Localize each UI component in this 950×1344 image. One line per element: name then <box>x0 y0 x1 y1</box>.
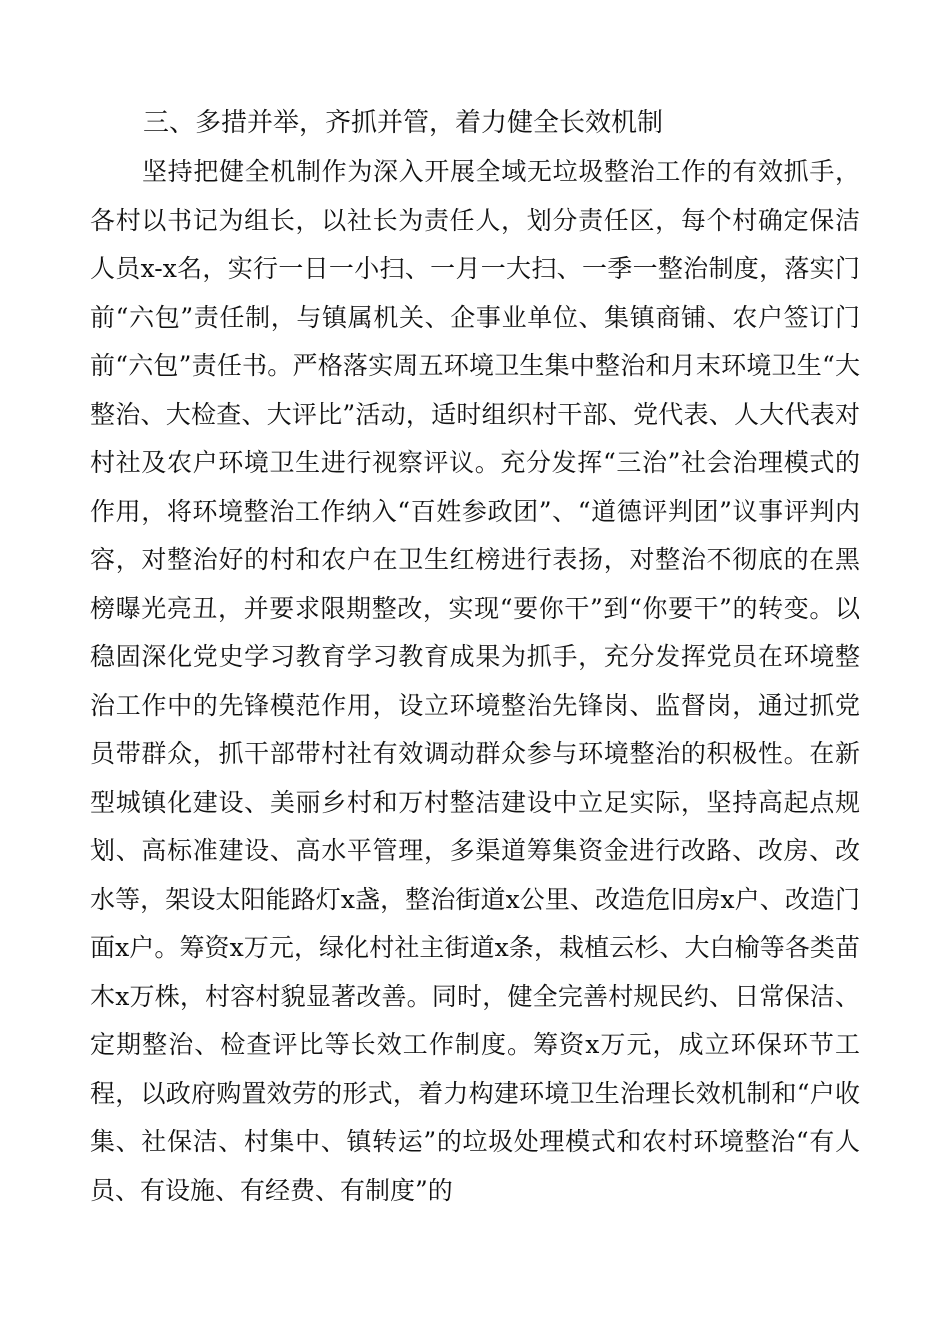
body-paragraph: 坚持把健全机制作为深入开展全域无垃圾整治工作的有效抓手，各村以书记为组长，以社长为责任人，划分责任区，每个村确定保洁人员x-x名，实行一日一小扫、一月一大扫、一季一整治制度，落实门前“六包”责任制，与镇属机关、企事业单位、集镇商铺、农户签订门前“六包”责任书。严格落实周五环境卫生集中整治和月末环境卫生“大整治、大检查、大评比”活动，适时组织村干部、党代表、人大代表对村社及农户环境卫生进行视察评议。充分发挥“三治”社会治理模式的作用，将环境整治工作纳入“百姓参政团”、“道德评判团”议事评判内容，对整治好的村和农户在卫生红榜进行表扬，对整治不彻底的在黑榜曝光亮丑，并要求限期整改，实现“要你干”到“你要干”的转变。以稳固深化党史学习教育学习教育成果为抓手，充分发挥党员在环境整治工作中的先锋模范作用，设立环境整治先锋岗、监督岗，通过抓党员带群众，抓干部带村社有效调动群众参与环境整治的积极性。在新型城镇化建设、美丽乡村和万村整洁建设中立足实际，坚持高起点规划、高标准建设、高水平管理，多渠道筹集资金进行改路、改房、改水等，架设太阳能路灯x盏，整治街道x公里、改造危旧房x户、改造门面x户。筹资x万元，绿化村社主街道x条，栽植云杉、大白榆等各类苗木x万株，村容村貌显著改善。同时，健全完善村规民约、日常保洁、定期整治、检查评比等长效工作制度。筹资x万元，成立环保环节工程，以政府购置效劳的形式，着力构建环境卫生治理长效机制和“户收集、社保洁、村集中、镇转运”的垃圾处理模式和农村环境整治“有人员、有设施、有经费、有制度”的 <box>90 157 860 1205</box>
section-heading: 三、多措并举，齐抓并管，着力健全长效机制 <box>143 108 664 138</box>
